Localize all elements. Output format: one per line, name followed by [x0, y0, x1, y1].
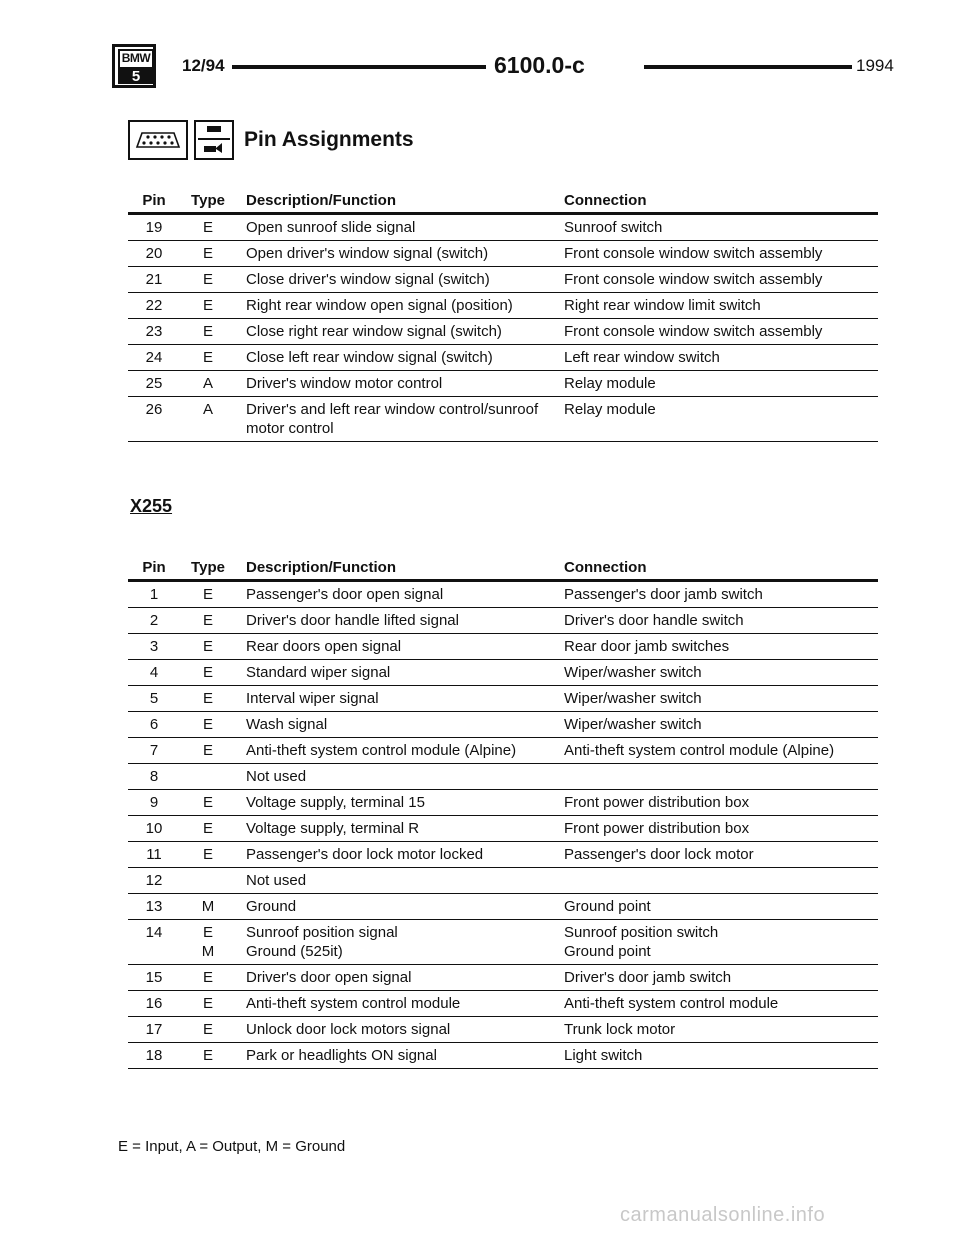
header-pin: Pin	[142, 192, 166, 209]
pin-type: E	[202, 664, 213, 681]
table-row	[128, 991, 878, 1017]
header-rule-right	[644, 65, 852, 69]
header-connection: Connection	[564, 559, 647, 576]
pin-connection: Ground point	[564, 898, 651, 915]
pin-type: E	[202, 969, 213, 986]
pin-description-line-2: motor control	[246, 420, 334, 437]
table-row	[128, 712, 878, 738]
pin-description: Anti-theft system control module (Alpine)	[246, 742, 517, 759]
table-row	[128, 371, 878, 397]
pin-description: Not used	[246, 872, 307, 889]
pin-description: Open driver's window signal (switch)	[246, 245, 489, 262]
pin-connection: Passenger's door lock motor	[564, 846, 754, 863]
pin-description: Open sunroof slide signal	[246, 219, 416, 236]
table-row	[128, 894, 878, 920]
logo-brand-text: BMW	[118, 49, 154, 69]
pin-description: Passenger's door lock motor locked	[246, 846, 484, 863]
pin-number: 1	[149, 586, 159, 603]
pin-connection: Anti-theft system control module (Alpine)	[564, 742, 835, 759]
pin-connection: Relay module	[564, 401, 656, 418]
pin-type: E	[202, 349, 213, 366]
pin-description: Driver's door handle lifted signal	[246, 612, 459, 629]
pin-description: Voltage supply, terminal R	[246, 820, 420, 837]
pin-number: 17	[145, 1021, 163, 1038]
pin-type: E	[202, 716, 213, 733]
pin-description: Driver's and left rear window control/sunroof	[246, 401, 539, 418]
pin-connection: Left rear window switch	[564, 349, 720, 366]
pin-number: 16	[145, 995, 163, 1012]
pin-connection: Front console window switch assembly	[564, 271, 823, 288]
pin-number: 7	[149, 742, 159, 759]
header-type: Type	[191, 559, 225, 576]
pin-number: 2	[149, 612, 159, 629]
pin-connection: Relay module	[564, 375, 656, 392]
table-row	[128, 764, 878, 790]
header-year: 1994	[856, 56, 894, 75]
pin-number: 4	[149, 664, 159, 681]
pin-number: 10	[145, 820, 163, 837]
header-description: Description/Function	[246, 192, 396, 209]
header-rule-left	[232, 65, 486, 69]
table-row	[128, 215, 878, 241]
table-row	[128, 816, 878, 842]
pin-connection: Driver's door handle switch	[564, 612, 744, 629]
pin-description: Not used	[246, 768, 307, 785]
pin-number: 6	[149, 716, 159, 733]
pin-connection: Passenger's door jamb switch	[564, 586, 763, 603]
pin-number: 8	[149, 768, 159, 785]
pin-number: 25	[145, 375, 163, 392]
pin-number: 26	[145, 401, 163, 418]
pin-number: 3	[149, 638, 159, 655]
table-body	[128, 212, 878, 442]
pin-description: Standard wiper signal	[246, 664, 391, 681]
pin-number: 14	[145, 924, 163, 941]
pin-type: E	[202, 271, 213, 288]
table-row	[128, 686, 878, 712]
pin-connection-line-2: Ground point	[564, 943, 651, 960]
header-description: Description/Function	[246, 559, 396, 576]
table-body	[128, 579, 878, 1069]
pin-type: A	[202, 375, 213, 392]
header-pin: Pin	[142, 559, 166, 576]
pin-connection: Front power distribution box	[564, 794, 750, 811]
pin-type: E	[202, 924, 213, 941]
pin-number: 19	[145, 219, 163, 236]
pin-number: 22	[145, 297, 163, 314]
pin-number: 13	[145, 898, 163, 915]
pin-description: Driver's window motor control	[246, 375, 443, 392]
pin-connection: Driver's door jamb switch	[564, 969, 732, 986]
pin-number: 20	[145, 245, 163, 262]
pin-number: 18	[145, 1047, 163, 1064]
table-row	[128, 920, 878, 965]
pin-connection: Rear door jamb switches	[564, 638, 730, 655]
pin-type: E	[202, 1021, 213, 1038]
pin-table-continued	[128, 190, 878, 442]
table-row	[128, 397, 878, 442]
header-date: 12/94	[182, 56, 225, 75]
pin-number: 12	[145, 872, 163, 889]
pin-connection: Sunroof switch	[564, 219, 663, 236]
pin-number: 5	[149, 690, 159, 707]
table-row	[128, 965, 878, 991]
table-row	[128, 1043, 878, 1069]
pin-type: E	[202, 638, 213, 655]
pin-description: Voltage supply, terminal 15	[246, 794, 425, 811]
pin-type-icon	[194, 120, 234, 160]
pin-connection: Wiper/washer switch	[564, 716, 702, 733]
pin-description: Interval wiper signal	[246, 690, 379, 707]
pin-description: Unlock door lock motors signal	[246, 1021, 451, 1038]
pin-number: 24	[145, 349, 163, 366]
connector-label: X255	[130, 496, 173, 516]
pin-type: E	[202, 1047, 213, 1064]
table-row	[128, 267, 878, 293]
pin-type: A	[202, 401, 213, 418]
pin-type-line-2: M	[201, 943, 215, 960]
pin-description: Right rear window open signal (position)	[246, 297, 513, 314]
table-row	[128, 842, 878, 868]
pin-number: 15	[145, 969, 163, 986]
watermark: carmanualsonline.info	[620, 1204, 826, 1226]
table-row	[128, 608, 878, 634]
pin-type: E	[202, 742, 213, 759]
pin-connection: Front console window switch assembly	[564, 245, 823, 262]
pin-connection: Trunk lock motor	[564, 1021, 676, 1038]
pin-connection: Sunroof position switch	[564, 924, 719, 941]
table-row	[128, 634, 878, 660]
pin-description: Wash signal	[246, 716, 328, 733]
pin-number: 21	[145, 271, 163, 288]
pin-number: 11	[146, 846, 162, 863]
pin-description: Close right rear window signal (switch)	[246, 323, 502, 340]
pin-description: Sunroof position signal	[246, 924, 398, 941]
pin-connection: Front console window switch assembly	[564, 323, 823, 340]
pin-type: M	[201, 898, 215, 915]
table-row	[128, 241, 878, 267]
pin-connection: Front power distribution box	[564, 820, 750, 837]
table-row	[128, 345, 878, 371]
pin-connection: Light switch	[564, 1047, 643, 1064]
pin-type: E	[202, 995, 213, 1012]
pin-type: E	[202, 245, 213, 262]
bmw-5-series-logo	[112, 44, 156, 88]
pin-description: Ground	[246, 898, 297, 915]
table-row	[128, 790, 878, 816]
table-row	[128, 738, 878, 764]
pin-type: E	[202, 323, 213, 340]
table-row	[128, 660, 878, 686]
pin-description: Passenger's door open signal	[246, 586, 444, 603]
pin-description: Close driver's window signal (switch)	[246, 271, 490, 288]
table-header	[128, 557, 878, 579]
pin-number: 23	[145, 323, 163, 340]
pin-description: Driver's door open signal	[246, 969, 412, 986]
pin-type: E	[202, 219, 213, 236]
pin-connection: Right rear window limit switch	[564, 297, 761, 314]
pin-description: Anti-theft system control module	[246, 995, 461, 1012]
table-row	[128, 293, 878, 319]
pin-description-line-2: Ground (525it)	[246, 943, 343, 960]
table-row	[128, 582, 878, 608]
pin-type: E	[202, 846, 213, 863]
pin-table-x255	[128, 557, 878, 1069]
table-header	[128, 190, 878, 212]
section-title: Pin Assignments	[244, 128, 414, 151]
pin-type: E	[202, 794, 213, 811]
pin-type: E	[202, 820, 213, 837]
pin-type: E	[202, 297, 213, 314]
connector-icon	[128, 120, 188, 160]
pin-description: Rear doors open signal	[246, 638, 402, 655]
pin-connection: Anti-theft system control module	[564, 995, 779, 1012]
pin-connection: Wiper/washer switch	[564, 664, 702, 681]
pin-number: 9	[149, 794, 159, 811]
table-row	[128, 1017, 878, 1043]
pin-type: E	[202, 612, 213, 629]
header-connection: Connection	[564, 192, 647, 209]
pin-description: Park or headlights ON signal	[246, 1047, 437, 1064]
table-row	[128, 868, 878, 894]
pin-type: E	[202, 690, 213, 707]
pin-description: Close left rear window signal (switch)	[246, 349, 493, 366]
header-type: Type	[191, 192, 225, 209]
type-legend: E = Input, A = Output, M = Ground	[118, 1138, 346, 1155]
page-header	[112, 40, 894, 92]
table-row	[128, 319, 878, 345]
pin-type: E	[202, 586, 213, 603]
pin-connection: Wiper/washer switch	[564, 690, 702, 707]
header-section-code: 6100.0-c	[494, 52, 585, 78]
logo-series-text: 5	[118, 69, 154, 84]
